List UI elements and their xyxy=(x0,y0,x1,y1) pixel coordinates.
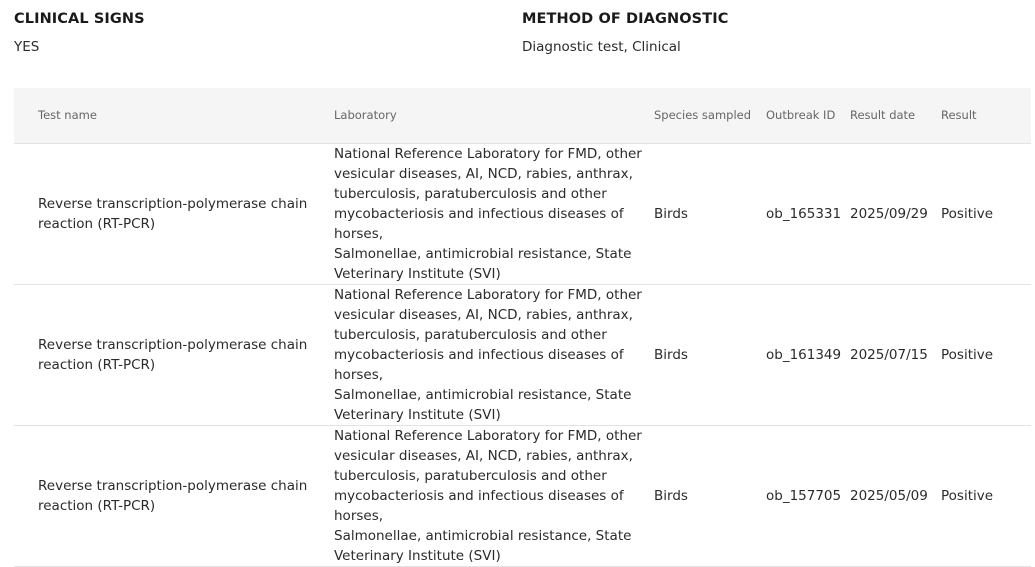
cell-test-name: Reverse transcription-polymerase chain reaction (RT-PCR) xyxy=(38,477,308,514)
cell-result-date: 2025/09/29 xyxy=(850,205,928,222)
cell-species-sampled: Birds xyxy=(654,346,688,363)
column-header-laboratory[interactable]: Laboratory xyxy=(334,108,397,123)
clinical-signs-value: YES xyxy=(14,39,40,55)
table-header-row xyxy=(14,88,1031,143)
column-header-result[interactable]: Result xyxy=(941,108,977,123)
column-header-result-date[interactable]: Result date xyxy=(850,108,916,123)
clinical-signs-section xyxy=(14,11,145,55)
cell-result: Positive xyxy=(941,205,994,222)
cell-outbreak-id: ob_161349 xyxy=(766,346,842,363)
diagnostic-tests-table-container xyxy=(14,88,1031,567)
clinical-signs-heading: CLINICAL SIGNS xyxy=(14,11,145,27)
cell-result-date: 2025/07/15 xyxy=(850,346,928,363)
cell-test-name: Reverse transcription-polymerase chain reaction (RT-PCR) xyxy=(38,195,308,232)
cell-outbreak-id: ob_165331 xyxy=(766,205,842,222)
diagnostic-tests-table xyxy=(14,88,1031,567)
cell-outbreak-id: ob_157705 xyxy=(766,487,842,504)
method-of-diagnostic-heading: METHOD OF DIAGNOSTIC xyxy=(522,11,729,27)
cell-laboratory: National Reference Laboratory for FMD, other vesicular diseases, AI, NCD, rabies, anthrax, tuberculosis, paratuberculosis and other mycobacteriosis and infectious diseases of horses, Salmonellae, antimicrobial resistance, State Veterinary Institute (SVI) xyxy=(334,286,642,423)
table-row xyxy=(14,143,1031,284)
cell-result: Positive xyxy=(941,487,994,504)
cell-test-name: Reverse transcription-polymerase chain reaction (RT-PCR) xyxy=(38,336,308,373)
cell-result-date: 2025/05/09 xyxy=(850,487,928,504)
cell-species-sampled: Birds xyxy=(654,205,688,222)
method-of-diagnostic-value: Diagnostic test, Clinical xyxy=(522,39,681,55)
cell-species-sampled: Birds xyxy=(654,487,688,504)
table-row xyxy=(14,284,1031,425)
cell-laboratory: National Reference Laboratory for FMD, other vesicular diseases, AI, NCD, rabies, anthrax, tuberculosis, paratuberculosis and other mycobacteriosis and infectious diseases of horses, Salmonellae, antimicrobial resistance, State Veterinary Institute (SVI) xyxy=(334,427,642,564)
column-header-species-sampled[interactable]: Species sampled xyxy=(654,108,752,123)
cell-result: Positive xyxy=(941,346,994,363)
column-header-test-name[interactable]: Test name xyxy=(38,108,97,123)
cell-laboratory: National Reference Laboratory for FMD, other vesicular diseases, AI, NCD, rabies, anthrax, tuberculosis, paratuberculosis and other mycobacteriosis and infectious diseases of horses, Salmonellae, antimicrobial resistance, State Veterinary Institute (SVI) xyxy=(334,145,642,282)
table-row xyxy=(14,425,1031,566)
method-of-diagnostic-section xyxy=(522,11,728,55)
column-header-outbreak-id[interactable]: Outbreak ID xyxy=(766,108,836,123)
